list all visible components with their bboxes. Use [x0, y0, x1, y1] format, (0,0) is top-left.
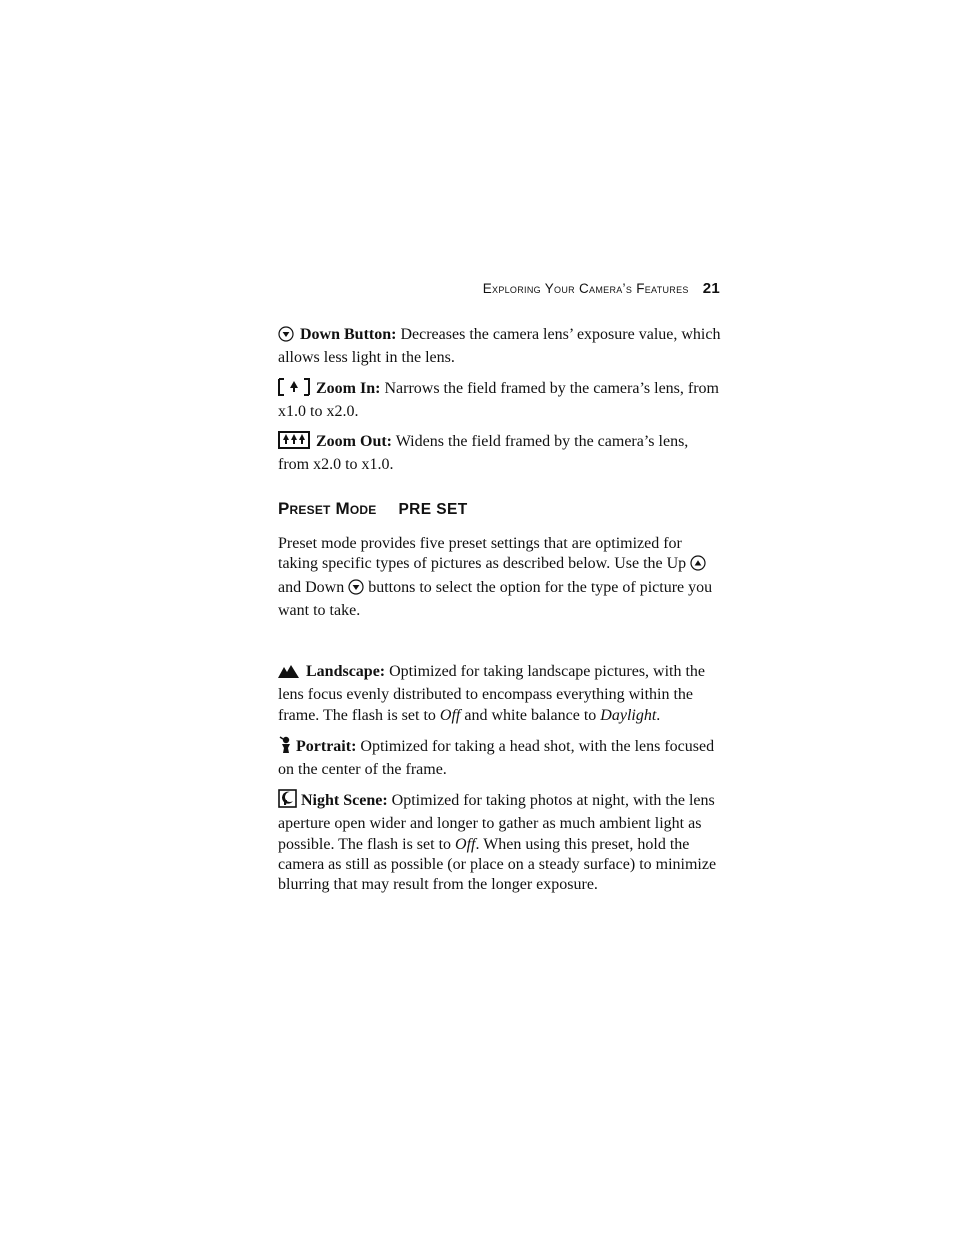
- portrait-entry: [278, 736, 723, 781]
- intro-part3: buttons to select the option for the type of picture you want to take.: [278, 578, 713, 619]
- zoom-in-entry: [278, 378, 723, 423]
- down-button-entry: [278, 325, 723, 369]
- landscape-mountain-icon: [278, 663, 300, 685]
- term-down-button: Down Button:: [300, 326, 397, 343]
- intro-part2: and Down: [278, 578, 349, 596]
- term-landscape: Landscape:: [306, 663, 386, 680]
- page-number: 21: [702, 280, 720, 297]
- landscape-entry: [278, 662, 723, 726]
- zoom-out-icon: [278, 431, 310, 455]
- desc-landscape-2: and white balance to: [460, 706, 601, 724]
- landscape-flash-value: Off: [439, 706, 461, 724]
- up-arrow-circle-icon: [690, 555, 706, 577]
- desc-zoom-in: Narrows the field framed by the camera’s lens, from x1.0 to x2.0.: [278, 380, 719, 421]
- desc-landscape-1: Optimized for taking landscape pictures, with the lens focus evenly distributed to encompass everything within the frame. The flash is set to: [278, 663, 706, 724]
- section-heading: [278, 499, 468, 519]
- desc-portrait: Optimized for taking a head shot, with the lens focused on the center of the frame.: [278, 738, 715, 779]
- night-scene-moon-icon: [278, 789, 297, 814]
- desc-zoom-out: Widens the field framed by the camera’s lens, from x2.0 to x1.0.: [278, 433, 689, 474]
- lcd-label: PRE SET: [398, 501, 468, 518]
- zoom-out-entry: [278, 431, 723, 476]
- night-flash-value: Off: [455, 835, 476, 853]
- desc-down-button: Decreases the camera lens’ exposure value, which allows less light in the lens.: [278, 326, 721, 367]
- desc-landscape-3: .: [656, 706, 661, 724]
- landscape-wb-value: Daylight: [600, 706, 657, 724]
- term-night-scene: Night Scene:: [301, 792, 388, 809]
- term-portrait: Portrait:: [296, 738, 357, 755]
- portrait-person-icon: [278, 736, 292, 760]
- chapter-title: Exploring Your Camera’s Features: [482, 281, 689, 296]
- term-zoom-in: Zoom In:: [316, 380, 381, 397]
- term-zoom-out: Zoom Out:: [316, 433, 392, 450]
- down-arrow-circle-icon: [278, 326, 294, 348]
- running-header: [440, 280, 720, 297]
- intro-part1: Preset mode provides five preset settings that are optimized for taking specific types of pictures as described below. Use the Up: [278, 535, 691, 573]
- preset-intro: [278, 534, 723, 621]
- desc-night-2: . When using this preset, hold the camera as still as possible (or place on a steady surface) to minimize blurring that may result from the longer exposure.: [278, 835, 717, 894]
- night-scene-entry: [278, 789, 723, 895]
- down-arrow-circle-icon: [348, 579, 364, 601]
- desc-night-1: Optimized for taking photos at night, with the lens aperture open wider and longer to gather as much ambient light as possible. The flash is set to: [278, 792, 715, 853]
- zoom-in-icon: [278, 378, 310, 402]
- section-title: Preset Mode: [278, 499, 377, 518]
